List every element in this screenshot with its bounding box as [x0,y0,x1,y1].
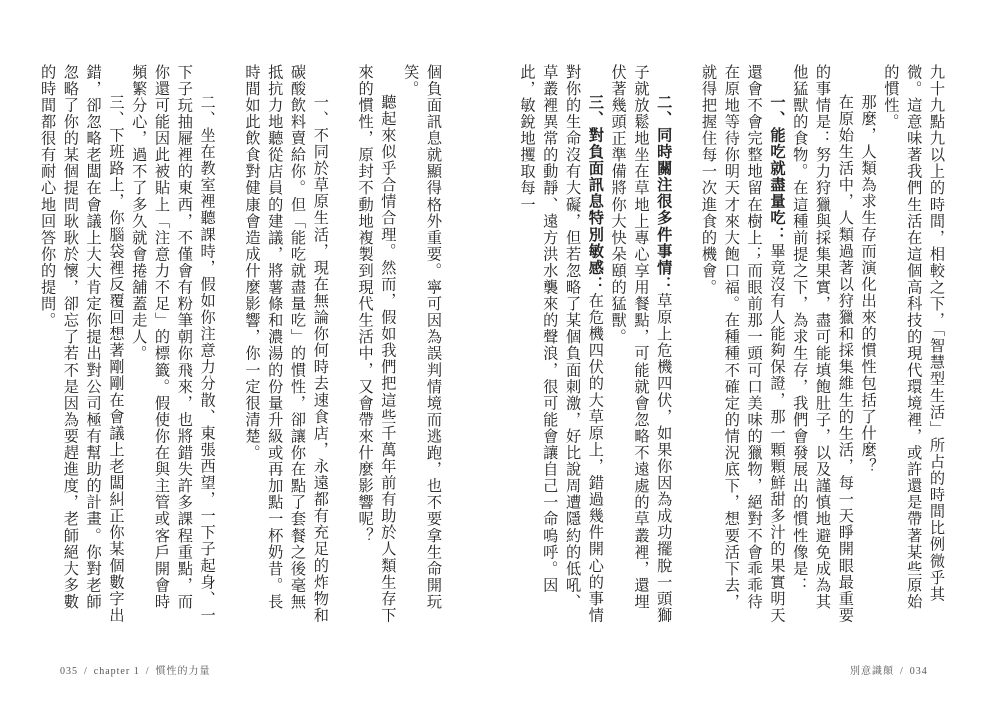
footer-separator: / [84,666,88,677]
footer-separator: / [145,666,150,677]
left-paragraph-5: 三、下班路上，你腦袋裡反覆回想著剛剛在會議上老闆糾正你某個數字出錯，卻忽略老闆在會議上大大肯定你提出對公司極有幫助的計畫。你對老師忽略了你的某個提問耿耿於懷，卻忘了若不是因為要趕進度，老師絕大多數的時間都很有耐心地回答你的提問。 [39,64,126,624]
chapter-label: chapter 1 [93,666,140,677]
left-paragraph-4: 二、坐在教室裡聽課時，假如你注意力分散、東張西望，一下子起身、一下子玩抽屜裡的東西，不僅會有粉筆朝你飛來，也將錯失許多課程重點，而你還可能因此被貼上「注意力不足」的標籤。假使你在與主管或客戶開會時頻繁分心，過不了多久就會捲舖蓋走人。 [130,64,217,624]
right-paragraph-2: 那麼，人類為求生存而演化出來的慣性包括了什麼？ [859,94,878,476]
right-page-body [518,64,948,624]
left-paragraph-2: 聽起來似乎合情合理。然而，假如我們把這些千萬年前有助於人類生存下來的慣性，原封不動地複製到現代生活中，又會帶來什麼影響呢？ [356,64,398,624]
left-page-footer [60,662,211,677]
point-three-text: 在危機四伏的大草原上，錯過幾件開心的事情對你的生命沒有大礙，但若忽略了某個負面刺激，好比說周遭隱約的低吼、草叢裡異常的動靜、遠方洪水襲來的聲浪，很可能會讓自己一命嗚呼。因此，敏銳地攫取每一 [518,64,605,624]
right-page-number: 034 [909,666,928,677]
right-page-footer [850,662,928,677]
point-one-heading: 一、能吃就盡量吃： [768,94,787,244]
point-one-text: 畢竟沒有人能夠保證，那一顆顆鮮甜多汁的果實明天還會不會完整地留在樹上；而眼前那一頭可口美味的獵物，絕對不會乖乖待在原地等待你明天才來大飽口福。在種種不確定的情況底下，想要活下去，就得把握住每一次進食的機會。 [700,64,787,624]
right-paragraph-6 [516,64,607,624]
book-title: 別意識顛 [850,666,894,677]
left-paragraph-3: 一、不同於草原生活，現在無論你何時去速食店，永遠都有充足的炸物和碳酸飲料賣給你。但「能吃就盡量吃」的慣性，卻讓你在點了套餐之後毫無抵抗力地聽從店員的建議，將薯條和濃湯的份量升級或再加點一杯奶昔。長時間如此飲食對健康會造成什麼影響，你一定很清楚。 [243,64,330,624]
point-three-heading: 三、對負面訊息特別敏感： [586,94,605,293]
footer-separator: / [900,666,904,677]
point-two-text: 草原上危機四伏，如果你因為成功擺脫一頭獅子就放鬆地坐在草地上專心享用餐點，可能就會忽略不遠處的草叢裡，還埋伏著幾頭正準備將你大快朵頤的猛獸。 [609,64,674,624]
right-paragraph-3: 在原始生活中，人類過著以狩獵和採集維生的生活，每一天睜開眼最重要的事情是：努力狩獵與採集果實，盡可能填飽肚子，以及謹慎地避免成為其他猛獸的食物。在這種前提之下，為求生存，我們會發展出的慣性像是： [791,64,855,624]
left-page-body [39,64,445,624]
right-paragraph-4 [697,64,788,624]
right-paragraph-1: 九十九點九以上的時間，相較之下，「智慧型生活」所占的時間比例微乎其微。這意味著我們生活在這個高科技的現代環境裡，或許還是帶著某些原始的慣性。 [882,64,946,611]
chapter-title: 慣性的力量 [155,666,211,677]
point-two-heading: 二、同時關注很多件事情： [655,94,674,293]
right-page [500,0,1000,709]
left-paragraph-1: 個負面訊息就顯得格外重要。寧可因為誤判情境而逃跑，也不要拿生命開玩笑。 [402,64,443,611]
right-paragraph-5 [607,64,675,624]
left-page-number: 035 [60,666,78,677]
